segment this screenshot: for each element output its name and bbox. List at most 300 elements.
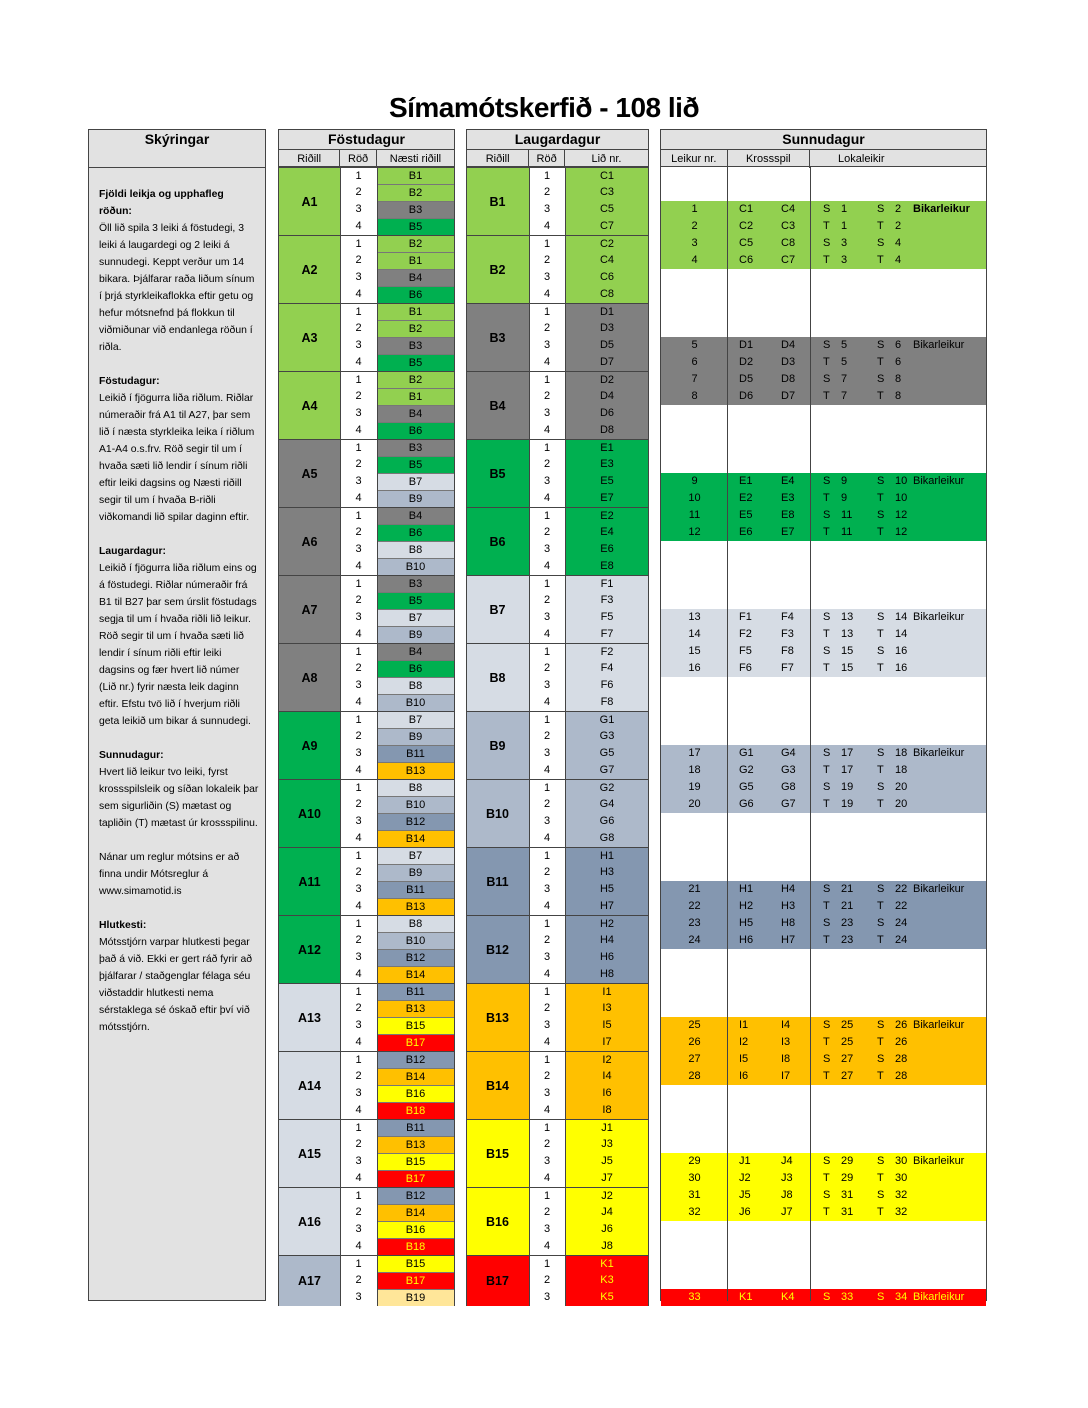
team-number-cell: J8 xyxy=(565,1238,649,1255)
next-group-cell: B15 xyxy=(377,1255,455,1272)
team-number-cell: F6 xyxy=(565,677,649,694)
team-number-cell: E4 xyxy=(565,524,649,541)
final-num-b: 32 xyxy=(895,1206,908,1218)
final-num-b: 6 xyxy=(895,339,902,351)
team-number-cell: I7 xyxy=(565,1034,649,1051)
final-side-b: S xyxy=(877,1019,885,1031)
final-num-a: 9 xyxy=(841,475,848,487)
team-number-cell: H2 xyxy=(565,915,649,932)
rank-cell: 2 xyxy=(340,932,377,949)
team-number-cell: G8 xyxy=(565,830,649,847)
final-side-b: T xyxy=(877,1070,884,1082)
cross-team-a: I1 xyxy=(739,1019,749,1031)
final-side-b: T xyxy=(877,526,884,538)
rank-cell: 2 xyxy=(340,1136,377,1153)
final-num-b: 30 xyxy=(895,1155,908,1167)
cross-team-a: E2 xyxy=(739,492,753,504)
game-number: 8 xyxy=(691,390,698,402)
final-num-b: 30 xyxy=(895,1172,908,1184)
rank-cell: 2 xyxy=(529,864,565,881)
final-side-a: S xyxy=(823,1019,831,1031)
final-num-a: 29 xyxy=(841,1172,854,1184)
rank-cell: 1 xyxy=(529,235,565,252)
sunday-game-row xyxy=(661,762,986,779)
team-number-cell: H1 xyxy=(565,847,649,864)
explanation-paragraph xyxy=(99,373,259,526)
cross-team-b: H4 xyxy=(781,883,796,895)
next-group-cell: B4 xyxy=(377,405,455,422)
team-number-cell: J5 xyxy=(565,1153,649,1170)
rank-cell: 2 xyxy=(340,592,377,609)
final-side-b: S xyxy=(877,509,885,521)
next-group-cell: B2 xyxy=(377,371,455,388)
next-group-cell: B5 xyxy=(377,218,455,235)
sunday-game-row xyxy=(661,218,986,235)
cup-label: Bikarleikur xyxy=(913,883,965,895)
rank-cell: 1 xyxy=(529,711,565,728)
final-side-b: S xyxy=(877,1155,885,1167)
rank-cell: 4 xyxy=(340,490,377,507)
next-group-cell: B5 xyxy=(377,592,455,609)
explanation-heading: Laugardagur: xyxy=(99,546,166,557)
team-number-cell: J6 xyxy=(565,1221,649,1238)
final-side-b: T xyxy=(877,254,884,266)
next-group-cell: B2 xyxy=(377,320,455,337)
rank-cell: 2 xyxy=(340,864,377,881)
final-side-b: T xyxy=(877,900,884,912)
game-number: 1 xyxy=(691,203,698,215)
final-side-a: T xyxy=(823,1206,830,1218)
final-num-b: 14 xyxy=(895,611,908,623)
sunday-header xyxy=(660,129,987,167)
cross-team-b: I7 xyxy=(781,1070,791,1082)
rank-cell: 4 xyxy=(529,354,565,371)
team-number-cell: F5 xyxy=(565,609,649,626)
rank-cell: 1 xyxy=(340,235,377,252)
final-num-b: 28 xyxy=(895,1070,908,1082)
final-num-a: 1 xyxy=(841,203,848,215)
saturday-header xyxy=(466,129,649,167)
team-number-cell: G7 xyxy=(565,762,649,779)
final-num-a: 3 xyxy=(841,254,848,266)
sunday-game-row xyxy=(661,1068,986,1085)
game-number: 9 xyxy=(691,475,698,487)
final-side-b: S xyxy=(877,917,885,929)
final-side-a: T xyxy=(823,1036,830,1048)
final-num-a: 7 xyxy=(841,373,848,385)
next-group-cell: B7 xyxy=(377,473,455,490)
final-num-a: 3 xyxy=(841,237,848,249)
game-number: 23 xyxy=(688,917,701,929)
next-group-cell: B6 xyxy=(377,422,455,439)
team-number-cell: I2 xyxy=(565,1051,649,1068)
final-side-b: T xyxy=(877,220,884,232)
col-header: Krossspil xyxy=(728,150,810,168)
col-header: Röð xyxy=(340,150,377,168)
rank-cell: 1 xyxy=(529,439,565,456)
next-group-cell: B3 xyxy=(377,575,455,592)
rank-cell: 3 xyxy=(529,609,565,626)
sunday-game-row xyxy=(661,473,986,490)
rank-cell: 2 xyxy=(340,660,377,677)
next-group-cell: B3 xyxy=(377,439,455,456)
final-side-b: T xyxy=(877,492,884,504)
next-group-cell: B6 xyxy=(377,660,455,677)
team-number-cell: I8 xyxy=(565,1102,649,1119)
game-number: 27 xyxy=(688,1053,701,1065)
cross-team-b: K4 xyxy=(781,1291,795,1303)
sunday-game-row xyxy=(661,201,986,218)
next-group-cell: B7 xyxy=(377,711,455,728)
rank-cell: 2 xyxy=(340,1272,377,1289)
explanation-paragraph xyxy=(99,543,259,730)
final-num-a: 5 xyxy=(841,339,848,351)
final-num-b: 4 xyxy=(895,237,902,249)
cup-label: Bikarleikur xyxy=(913,1291,965,1303)
cross-team-a: G5 xyxy=(739,781,754,793)
next-group-cell: B2 xyxy=(377,184,455,201)
rank-cell: 1 xyxy=(340,915,377,932)
next-group-cell: B1 xyxy=(377,388,455,405)
final-side-b: S xyxy=(877,1291,885,1303)
rank-cell: 4 xyxy=(340,694,377,711)
sunday-game-row xyxy=(661,643,986,660)
next-group-cell: B1 xyxy=(377,303,455,320)
cross-team-b: G4 xyxy=(781,747,796,759)
group-label: A7 xyxy=(278,575,340,643)
final-side-b: S xyxy=(877,611,885,623)
grid-line xyxy=(340,167,341,1306)
next-group-cell: B12 xyxy=(377,1187,455,1204)
final-side-a: T xyxy=(823,628,830,640)
next-group-cell: B16 xyxy=(377,1085,455,1102)
group-label: A16 xyxy=(278,1187,340,1255)
next-group-cell: B9 xyxy=(377,864,455,881)
group-label: B9 xyxy=(466,711,529,779)
next-group-cell: B13 xyxy=(377,898,455,915)
next-group-cell: B11 xyxy=(377,745,455,762)
final-side-b: T xyxy=(877,1172,884,1184)
game-number: 19 xyxy=(688,781,701,793)
cup-label: Bikarleikur xyxy=(913,747,965,759)
final-side-b: S xyxy=(877,1189,885,1201)
final-side-a: T xyxy=(823,1172,830,1184)
group-label: B13 xyxy=(466,983,529,1051)
sunday-game-row xyxy=(661,1051,986,1068)
next-group-cell: B5 xyxy=(377,354,455,371)
next-group-cell: B13 xyxy=(377,762,455,779)
sunday-game-row xyxy=(661,354,986,371)
team-number-cell: C7 xyxy=(565,218,649,235)
cross-team-b: J4 xyxy=(781,1155,793,1167)
final-num-a: 13 xyxy=(841,628,854,640)
next-group-cell: B2 xyxy=(377,235,455,252)
cross-team-b: G8 xyxy=(781,781,796,793)
rank-cell: 4 xyxy=(529,966,565,983)
cross-team-b: E4 xyxy=(781,475,795,487)
rank-cell: 2 xyxy=(340,524,377,541)
next-group-cell: B11 xyxy=(377,983,455,1000)
group-label: B16 xyxy=(466,1187,529,1255)
grid-line xyxy=(377,167,378,1306)
rank-cell: 2 xyxy=(529,592,565,609)
team-number-cell: I4 xyxy=(565,1068,649,1085)
col-header: Lokaleikir xyxy=(838,153,885,165)
grid-line xyxy=(529,167,530,1306)
cross-team-b: E7 xyxy=(781,526,795,538)
cross-team-b: G3 xyxy=(781,764,796,776)
rank-cell: 3 xyxy=(340,405,377,422)
rank-cell: 3 xyxy=(529,949,565,966)
team-number-cell: D3 xyxy=(565,320,649,337)
final-side-b: T xyxy=(877,934,884,946)
rank-cell: 2 xyxy=(529,524,565,541)
final-side-a: S xyxy=(823,645,831,657)
next-group-cell: B15 xyxy=(377,1017,455,1034)
friday-title: Föstudagur xyxy=(279,130,454,150)
rank-cell: 1 xyxy=(340,371,377,388)
next-group-cell: B14 xyxy=(377,830,455,847)
team-number-cell: E6 xyxy=(565,541,649,558)
game-number: 6 xyxy=(691,356,698,368)
cross-team-b: J3 xyxy=(781,1172,793,1184)
next-group-cell: B10 xyxy=(377,558,455,575)
rank-cell: 2 xyxy=(529,728,565,745)
cross-team-a: D2 xyxy=(739,356,754,368)
sunday-game-row xyxy=(661,881,986,898)
sunday-game-row xyxy=(661,898,986,915)
cross-team-b: C4 xyxy=(781,203,796,215)
cross-team-b: F8 xyxy=(781,645,794,657)
group-label: A13 xyxy=(278,983,340,1051)
rank-cell: 3 xyxy=(340,1289,377,1306)
cross-team-b: J7 xyxy=(781,1206,793,1218)
next-group-cell: B1 xyxy=(377,167,455,184)
explanation-heading: Fjöldi leikja og upphafleg röðun: xyxy=(99,189,224,217)
final-side-a: S xyxy=(823,237,831,249)
cross-team-a: C5 xyxy=(739,237,754,249)
rank-cell: 2 xyxy=(529,1204,565,1221)
rank-cell: 3 xyxy=(529,337,565,354)
group-label: A4 xyxy=(278,371,340,439)
cross-team-a: H2 xyxy=(739,900,754,912)
group-label: B15 xyxy=(466,1119,529,1187)
final-side-b: S xyxy=(877,781,885,793)
final-side-b: S xyxy=(877,475,885,487)
final-side-b: S xyxy=(877,747,885,759)
team-number-cell: E7 xyxy=(565,490,649,507)
next-group-cell: B17 xyxy=(377,1272,455,1289)
rank-cell: 2 xyxy=(529,1136,565,1153)
explanation-text: Hvert lið leikur tvo leiki, fyrst krossspilsleik og síðan lokaleik þar sem sigurliðin (S) mætast og tapliðin (T) mætast úr krossspilinu. xyxy=(99,767,259,829)
game-number: 16 xyxy=(688,662,701,674)
group-label: B14 xyxy=(466,1051,529,1119)
cup-label: Bikarleikur xyxy=(913,1155,965,1167)
cross-team-a: C2 xyxy=(739,220,754,232)
group-label: B2 xyxy=(466,235,529,303)
final-side-b: T xyxy=(877,764,884,776)
final-side-b: S xyxy=(877,645,885,657)
rank-cell: 2 xyxy=(340,1204,377,1221)
sunday-game-row xyxy=(661,490,986,507)
cross-team-a: E1 xyxy=(739,475,753,487)
cross-team-a: C6 xyxy=(739,254,754,266)
rank-cell: 2 xyxy=(340,796,377,813)
cross-team-b: H3 xyxy=(781,900,796,912)
final-num-a: 13 xyxy=(841,611,854,623)
team-number-cell: F8 xyxy=(565,694,649,711)
explanation-heading: Hlutkesti: xyxy=(99,920,147,931)
game-number: 26 xyxy=(688,1036,701,1048)
next-group-cell: B16 xyxy=(377,1221,455,1238)
col-header: Röð xyxy=(529,150,565,168)
final-side-b: S xyxy=(877,1053,885,1065)
game-number: 32 xyxy=(688,1206,701,1218)
final-num-b: 16 xyxy=(895,662,908,674)
sunday-game-row xyxy=(661,609,986,626)
rank-cell: 3 xyxy=(340,1085,377,1102)
rank-cell: 1 xyxy=(340,439,377,456)
explanation-text: Öll lið spila 3 leiki á föstudegi, 3 leiki á laugardegi og 2 leiki á sunnudegi. Keppt verður um 14 bikara. Þjálfarar raða liðum sínum í þrjá styrkleikaflokka eftir getu og hefur mótsnefnd þá flokkun til viðmiðunar við endanlega röðun í riðla. xyxy=(99,223,255,353)
group-label: A15 xyxy=(278,1119,340,1187)
team-number-cell: C2 xyxy=(565,235,649,252)
rank-cell: 4 xyxy=(529,286,565,303)
sunday-game-row xyxy=(661,1204,986,1221)
next-group-cell: B8 xyxy=(377,779,455,796)
final-side-b: T xyxy=(877,662,884,674)
rank-cell: 4 xyxy=(529,830,565,847)
team-number-cell: F1 xyxy=(565,575,649,592)
sunday-game-row xyxy=(661,796,986,813)
final-side-a: S xyxy=(823,883,831,895)
group-label: B8 xyxy=(466,643,529,711)
rank-cell: 3 xyxy=(340,609,377,626)
explanation-heading: Sunnudagur: xyxy=(99,750,164,761)
rank-cell: 2 xyxy=(340,252,377,269)
rank-cell: 3 xyxy=(529,813,565,830)
rank-cell: 4 xyxy=(340,218,377,235)
next-group-cell: B4 xyxy=(377,643,455,660)
rank-cell: 1 xyxy=(340,847,377,864)
next-group-cell: B6 xyxy=(377,524,455,541)
next-group-cell: B9 xyxy=(377,626,455,643)
game-number: 21 xyxy=(688,883,701,895)
group-label: A8 xyxy=(278,643,340,711)
team-number-cell: H5 xyxy=(565,881,649,898)
sunday-game-row xyxy=(661,337,986,354)
cross-team-b: F3 xyxy=(781,628,794,640)
rank-cell: 4 xyxy=(340,830,377,847)
cross-team-b: I4 xyxy=(781,1019,791,1031)
next-group-cell: B8 xyxy=(377,915,455,932)
team-number-cell: D5 xyxy=(565,337,649,354)
rank-cell: 4 xyxy=(340,1034,377,1051)
rank-cell: 3 xyxy=(529,201,565,218)
grid-line xyxy=(648,167,649,1306)
next-group-cell: B15 xyxy=(377,1153,455,1170)
final-num-b: 10 xyxy=(895,492,908,504)
sunday-game-row xyxy=(661,235,986,252)
rank-cell: 4 xyxy=(340,286,377,303)
group-label: B5 xyxy=(466,439,529,507)
final-num-a: 15 xyxy=(841,662,854,674)
team-number-cell: D8 xyxy=(565,422,649,439)
rank-cell: 3 xyxy=(529,677,565,694)
cup-label: Bikarleikur xyxy=(913,475,965,487)
next-group-cell: B3 xyxy=(377,201,455,218)
group-label: B12 xyxy=(466,915,529,983)
rank-cell: 2 xyxy=(340,456,377,473)
final-side-a: S xyxy=(823,475,831,487)
rank-cell: 3 xyxy=(529,1221,565,1238)
next-group-cell: B6 xyxy=(377,286,455,303)
rank-cell: 3 xyxy=(529,473,565,490)
rank-cell: 2 xyxy=(529,660,565,677)
team-number-cell: E8 xyxy=(565,558,649,575)
game-number: 13 xyxy=(688,611,701,623)
team-number-cell: G3 xyxy=(565,728,649,745)
cup-label: Bikarleikur xyxy=(913,611,965,623)
team-number-cell: I3 xyxy=(565,1000,649,1017)
rank-cell: 2 xyxy=(529,252,565,269)
sunday-game-row xyxy=(661,1153,986,1170)
explanation-text: Mótsstjórn varpar hlutkesti þegar það á við. Ekki er gert ráð fyrir að þjálfarar / staðgenglar félaga séu viðstaddir hlutkesti nema sérstaklega sé óskað eftir því við mótsstjórn. xyxy=(99,937,253,1033)
final-side-b: T xyxy=(877,628,884,640)
rank-cell: 4 xyxy=(340,898,377,915)
rank-cell: 1 xyxy=(529,1187,565,1204)
team-number-cell: G5 xyxy=(565,745,649,762)
team-number-cell: J7 xyxy=(565,1170,649,1187)
group-label: A9 xyxy=(278,711,340,779)
final-num-b: 8 xyxy=(895,390,902,402)
cross-team-a: C1 xyxy=(739,203,754,215)
cross-team-b: F4 xyxy=(781,611,794,623)
group-label: B7 xyxy=(466,575,529,643)
game-number: 18 xyxy=(688,764,701,776)
final-side-a: S xyxy=(823,747,831,759)
cross-team-a: G6 xyxy=(739,798,754,810)
team-number-cell: E2 xyxy=(565,507,649,524)
team-number-cell: C1 xyxy=(565,167,649,184)
rank-cell: 3 xyxy=(340,677,377,694)
final-num-a: 25 xyxy=(841,1019,854,1031)
explanation-text: Leikið í fjögurra liða riðlum eins og á föstudegi. Riðlar númeraðir frá B1 til B27 þar sem úrslit föstudags segja til um í hvaða riðli lið leikur. Röð segir til um í hvaða sæti lið lendir í sínum riðli eftir leiki dagsins og fær hvert lið númer (Lið nr.) fyrir næsta leik daginn eftir. Efstu tvö lið í hverjum riðli geta leikið um bikar á sunnudegi. xyxy=(99,563,257,727)
cross-team-a: G1 xyxy=(739,747,754,759)
final-num-b: 12 xyxy=(895,509,908,521)
rank-cell: 3 xyxy=(340,1153,377,1170)
group-label: A6 xyxy=(278,507,340,575)
next-group-cell: B14 xyxy=(377,1204,455,1221)
cross-team-a: F5 xyxy=(739,645,752,657)
rank-cell: 2 xyxy=(340,1068,377,1085)
cross-team-b: E8 xyxy=(781,509,795,521)
group-label: B17 xyxy=(466,1255,529,1306)
rank-cell: 3 xyxy=(529,405,565,422)
final-side-a: T xyxy=(823,934,830,946)
group-label: A11 xyxy=(278,847,340,915)
cross-team-a: F6 xyxy=(739,662,752,674)
rank-cell: 4 xyxy=(340,422,377,439)
next-group-cell: B18 xyxy=(377,1238,455,1255)
game-number: 22 xyxy=(688,900,701,912)
final-num-a: 7 xyxy=(841,390,848,402)
team-number-cell: F7 xyxy=(565,626,649,643)
final-num-a: 33 xyxy=(841,1291,854,1303)
rank-cell: 4 xyxy=(529,218,565,235)
game-number: 14 xyxy=(688,628,701,640)
final-num-b: 20 xyxy=(895,781,908,793)
final-num-a: 31 xyxy=(841,1189,854,1201)
